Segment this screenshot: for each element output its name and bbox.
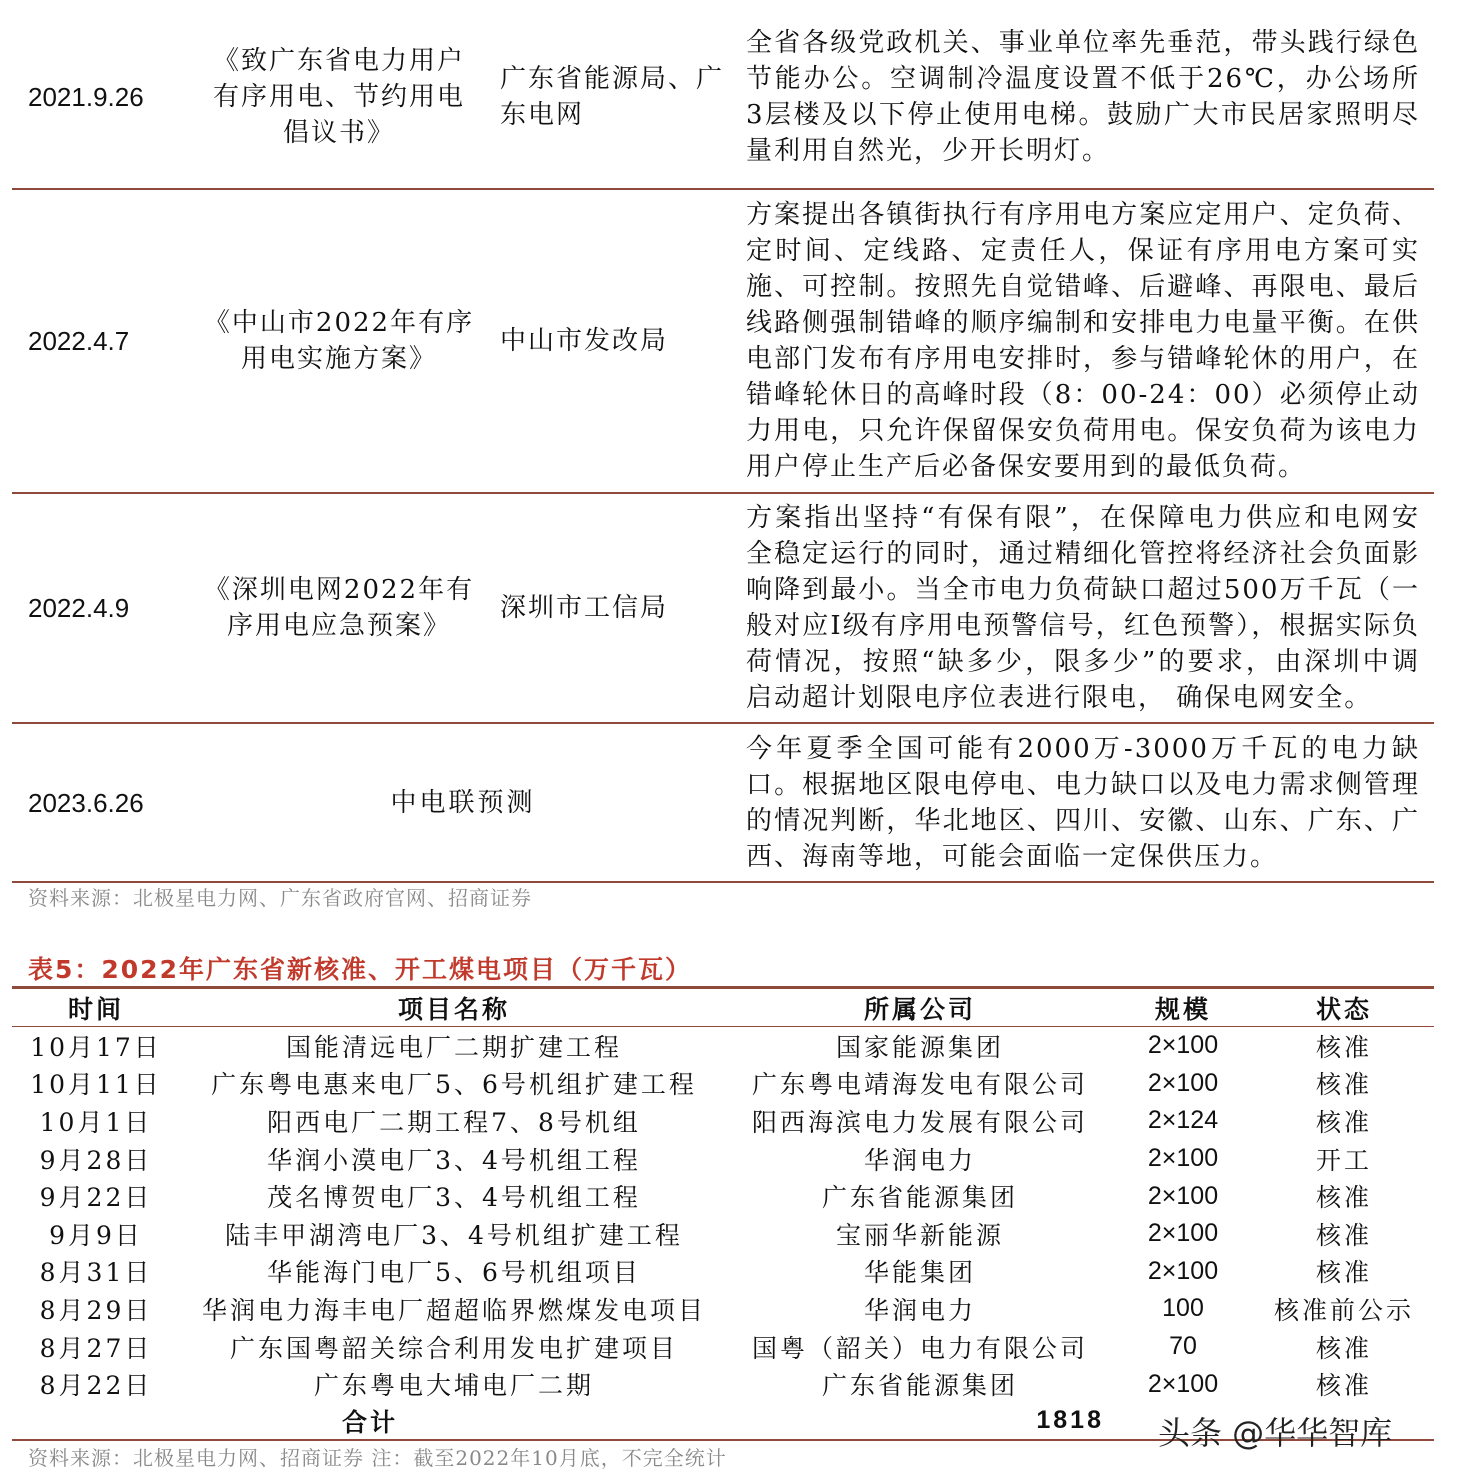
header-scale: 规模 (1112, 988, 1254, 1027)
project-name: 茂名博贺电厂3、4号机组工程 (267, 1183, 641, 1213)
project-scale: 2×124 (1147, 1106, 1219, 1135)
project-name: 国能清远电厂二期扩建工程 (285, 1032, 622, 1062)
table-row (12, 1027, 1434, 1065)
project-status: 核准前公示 (1273, 1295, 1414, 1325)
project-status: 开工 (1315, 1145, 1372, 1175)
project-date: 9月28日 (39, 1145, 153, 1175)
table-row (12, 1102, 1434, 1140)
project-scale: 2×100 (1147, 1181, 1219, 1210)
policy-date: 2023.6.26 (12, 723, 200, 882)
project-company: 广东省能源集团 (821, 1183, 1018, 1213)
project-name: 陆丰甲湖湾电厂3、4号机组扩建工程 (225, 1220, 683, 1250)
project-date: 8月29日 (39, 1295, 153, 1325)
table-row (12, 1365, 1434, 1403)
policy-description: 全省各级党政机关、事业单位率先垂范，带头践行绿色节能办公。空调制冷温度设置不低于26℃，办公场所3层楼及以下停止使用电梯。鼓励广大市民居家照明尽量利用自然光，少开长明灯。 (726, 6, 1434, 189)
table-row (12, 1065, 1434, 1103)
policy-date: 2022.4.7 (12, 189, 200, 493)
policy-date: 2022.4.9 (12, 493, 200, 723)
project-source-note: 资料来源：北极星电力网、招商证券 注：截至2022年10月底，不完全统计 (28, 1446, 727, 1470)
policy-merged-source: 中电联预测 (200, 723, 726, 882)
policy-issuer: 深圳市工信局 (478, 493, 726, 723)
project-status: 核准 (1315, 1258, 1372, 1288)
project-scale: 2×100 (1147, 1369, 1219, 1398)
total-label: 合计 (12, 1403, 728, 1440)
policy-description: 方案提出各镇街执行有序用电方案应定用户、定负荷、定时间、定线路、定责任人，保证有序用电方案可实施、可控制。按照先自觉错峰、后避峰、再限电、最后线路侧强制错峰的顺序编制和安排电力电量平衡。在供电部门发布有序用电安排时，参与错峰轮休的用户，在错峰轮休日的高峰时段（8：00-24：00）必须停止动力用电，只允许保留保安负荷用电。保安负荷为该电力用户停止生产后必备保安要用到的最低负荷。 (726, 189, 1434, 493)
project-name: 华润电力海丰电厂超超临界燃煤发电项目 (201, 1295, 706, 1325)
project-company: 阳西海滨电力发展有限公司 (751, 1107, 1088, 1137)
project-scale: 2×100 (1147, 1068, 1219, 1097)
policy-row (12, 6, 1434, 189)
project-date: 9月22日 (39, 1183, 153, 1213)
table-caption: 表5：2022年广东省新核准、开工煤电项目（万千瓦） (28, 955, 692, 984)
policy-document: 《中山市2022年有序用电实施方案》 (200, 189, 478, 493)
policy-issuer: 广东省能源局、广东电网 (478, 6, 726, 189)
policy-description: 方案指出坚持“有保有限”，在保障电力供应和电网安全稳定运行的同时，通过精细化管控将经济社会负面影响降到最小。当全市电力负荷缺口超过500万千瓦（一般对应Ⅰ级有序用电预警信号，红色预警），根据实际负荷情况，按照“缺多少，限多少”的要求，由深圳中调启动超计划限电序位表进行限电， 确保电网安全。 (726, 493, 1434, 723)
policy-description: 今年夏季全国可能有2000万-3000万千瓦的电力缺口。根据地区限电停电、电力缺口以及电力需求侧管理的情况判断，华北地区、四川、安徽、山东、广东、广西、海南等地，可能会面临一定保供压力。 (726, 723, 1434, 882)
header-row (12, 988, 1434, 1027)
project-date: 10月17日 (30, 1032, 162, 1062)
project-scale: 70 (1169, 1332, 1197, 1361)
header-company: 所属公司 (728, 988, 1112, 1027)
project-status: 核准 (1315, 1333, 1372, 1363)
project-company: 华润电力 (863, 1145, 976, 1175)
project-date: 10月1日 (39, 1107, 153, 1137)
table-row (12, 1328, 1434, 1366)
project-name: 广东粤电大埔电厂二期 (313, 1371, 594, 1401)
header-date: 时间 (12, 988, 180, 1027)
table-row (12, 1215, 1434, 1253)
project-status: 核准 (1315, 1371, 1372, 1401)
policy-document: 《致广东省电力用户有序用电、节约用电倡议书》 (200, 6, 478, 189)
project-scale: 2×100 (1147, 1219, 1219, 1248)
total-value: 1818 (728, 1403, 1112, 1440)
policy-row (12, 189, 1434, 493)
project-scale: 2×100 (1147, 1031, 1219, 1060)
project-company: 宝丽华新能源 (835, 1220, 1004, 1250)
project-status: 核准 (1315, 1070, 1372, 1100)
watermark-text: 头条 @华华智库 (1158, 1414, 1393, 1452)
project-name: 广东国粤韶关综合利用发电扩建项目 (229, 1333, 678, 1363)
project-company: 华润电力 (863, 1295, 976, 1325)
project-name: 阳西电厂二期工程7、8号机组 (267, 1107, 641, 1137)
project-company: 国家能源集团 (835, 1032, 1004, 1062)
table-row (12, 1290, 1434, 1328)
project-date: 8月27日 (39, 1333, 153, 1363)
project-status: 核准 (1315, 1183, 1372, 1213)
policy-date: 2021.9.26 (12, 6, 200, 189)
project-company: 广东粤电靖海发电有限公司 (751, 1070, 1088, 1100)
project-status: 核准 (1315, 1107, 1372, 1137)
project-status: 核准 (1315, 1220, 1372, 1250)
policy-issuer: 中山市发改局 (478, 189, 726, 493)
table-row (12, 1140, 1434, 1178)
project-date: 8月22日 (39, 1371, 153, 1401)
project-company: 国粤（韶关）电力有限公司 (751, 1333, 1088, 1363)
project-date: 9月9日 (49, 1220, 143, 1250)
project-name: 广东粤电惠来电厂5、6号机组扩建工程 (211, 1070, 697, 1100)
project-name: 华润小漠电厂3、4号机组工程 (267, 1145, 641, 1175)
project-status: 核准 (1315, 1032, 1372, 1062)
project-scale: 2×100 (1147, 1144, 1219, 1173)
project-scale: 2×100 (1147, 1256, 1219, 1285)
header-status: 状态 (1254, 988, 1434, 1027)
project-date: 8月31日 (39, 1258, 153, 1288)
project-company: 广东省能源集团 (821, 1371, 1018, 1401)
header-project-name: 项目名称 (180, 988, 728, 1027)
policy-table (12, 6, 1434, 883)
project-scale: 100 (1162, 1294, 1204, 1323)
project-date: 10月11日 (30, 1070, 162, 1100)
policy-document: 《深圳电网2022年有序用电应急预案》 (200, 493, 478, 723)
policy-row (12, 723, 1434, 882)
project-name: 华能海门电厂5、6号机组项目 (267, 1258, 641, 1288)
policy-source-note: 资料来源：北极星电力网、广东省政府官网、招商证券 (28, 886, 532, 910)
project-table (12, 986, 1434, 1441)
table-row (12, 1177, 1434, 1215)
project-company: 华能集团 (863, 1258, 976, 1288)
table-row (12, 1253, 1434, 1291)
policy-row (12, 493, 1434, 723)
